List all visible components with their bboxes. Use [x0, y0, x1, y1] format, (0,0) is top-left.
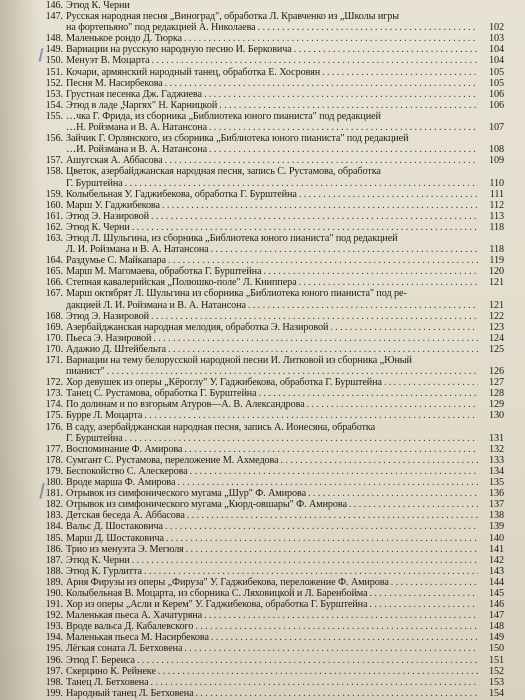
- leader-dots: [163, 78, 478, 89]
- entry-title: Колыбельная В. Моцарта, из сборника С. Ляховицкой и Л. Баренбойма: [66, 587, 368, 599]
- toc-entry: [38, 233, 504, 255]
- page-number: 137: [489, 499, 504, 511]
- toc-entry: [38, 632, 504, 643]
- page-number: 104: [489, 44, 504, 56]
- entry-number: 192.: [45, 610, 63, 622]
- page-number: 130: [489, 410, 504, 422]
- toc-entry: [38, 0, 504, 11]
- page-number: 118: [489, 244, 504, 256]
- leader-dots: [305, 399, 478, 410]
- entry-title: Л. И. Ройзмана и В. А. Натансона: [66, 244, 209, 256]
- page-number: 151: [489, 654, 504, 666]
- toc-entry: [38, 588, 504, 599]
- entry-title: Ария Фирузы из оперы „Фируза" У. Гаджибекова, переложение Ф. Амирова: [66, 576, 389, 588]
- page-number: 106: [489, 88, 504, 100]
- entry-title: Этюд в ладе „Чаргях" Н. Карницкой: [66, 99, 218, 111]
- leader-dots: [209, 244, 478, 255]
- toc-entry: [38, 200, 504, 211]
- entry-number: 151.: [45, 66, 63, 78]
- page-number: 143: [489, 565, 504, 577]
- page-number: 122: [489, 310, 504, 322]
- leader-dots: [130, 555, 478, 566]
- page-number: 153: [489, 676, 504, 688]
- entry-title: Этюд К. Черни: [66, 554, 130, 566]
- page-number: 136: [489, 488, 504, 500]
- entry-number: 191.: [45, 599, 63, 611]
- leader-dots: [347, 499, 478, 510]
- page-number: 120: [489, 266, 504, 278]
- page-number: 118: [489, 221, 504, 233]
- entry-title: Вроде вальса Д. Кабалевского: [66, 621, 194, 633]
- toc-entry: [38, 655, 504, 666]
- page-number: 126: [489, 366, 504, 378]
- toc-entry: [38, 521, 504, 532]
- leader-dots: [367, 599, 478, 610]
- leader-dots: [194, 688, 479, 699]
- entry-number: 184.: [45, 521, 63, 533]
- entry-title: Марш октябрят Л. Шульгина из сборника „Библиотека юного пианиста" под ре-: [66, 288, 407, 300]
- leader-dots: [328, 322, 478, 333]
- page-number: 150: [489, 643, 504, 655]
- toc-entry: [38, 466, 504, 477]
- entry-number: 156.: [45, 133, 63, 145]
- leader-dots: [149, 311, 478, 322]
- leader-dots: [188, 466, 478, 477]
- entry-number: 159.: [45, 188, 63, 200]
- entry-title: Этюд К. Черни: [66, 221, 130, 233]
- page-number: 103: [489, 33, 504, 45]
- leader-dots: [123, 178, 478, 189]
- leader-dots: [105, 366, 478, 377]
- leader-dots: [175, 477, 478, 488]
- entry-title: Г. Бурштейна: [66, 177, 123, 189]
- entry-title: Марш М. Магомаева, обработка Г. Бурштейна: [66, 266, 262, 278]
- page-number: 128: [489, 388, 504, 400]
- toc-entry: [38, 422, 504, 444]
- page-number: 154: [489, 687, 504, 699]
- page-number: 146: [489, 599, 504, 611]
- page-number: 132: [489, 443, 504, 455]
- toc-entry: [38, 510, 504, 521]
- leader-dots: [160, 200, 478, 211]
- entry-title: дакцией Л. И. Ройзмана и В. А. Натансона: [66, 299, 246, 311]
- entry-number: 170.: [45, 343, 63, 355]
- leader-dots: [185, 510, 478, 521]
- entry-number: 162.: [45, 221, 63, 233]
- entry-number: 169.: [45, 321, 63, 333]
- leader-dots: [297, 277, 478, 288]
- toc-entry: [38, 166, 504, 188]
- toc-entry: [38, 255, 504, 266]
- leader-dots: [382, 377, 478, 388]
- page-binding-shadow: [0, 0, 40, 700]
- entry-title: Азербайджанская народная мелодия, обработка Э. Назировой: [66, 321, 329, 333]
- leader-dots: [256, 22, 478, 33]
- page-number: 133: [489, 454, 504, 466]
- page-number: 135: [489, 477, 504, 489]
- toc-entry: [38, 11, 504, 33]
- entry-number: 154.: [45, 99, 63, 111]
- entry-title: …Н. Ройзмана и В. А. Натансона: [66, 122, 207, 134]
- entry-title: Менуэт В. Моцарта: [66, 55, 150, 67]
- toc-entry: [38, 133, 504, 155]
- toc-entry: [38, 78, 504, 89]
- entry-number: 166.: [45, 277, 63, 289]
- page-number: 139: [489, 521, 504, 533]
- entry-title: Песня М. Насирбекова: [66, 77, 163, 89]
- entry-title: Русская народная песня „Виноград", обработка Л. Кравченко из „Школы игры: [66, 11, 399, 23]
- toc-entry: [38, 322, 504, 333]
- entry-title: Скерцино К. Рейнеке: [66, 665, 156, 677]
- leader-dots: [306, 488, 478, 499]
- toc-entry: [38, 533, 504, 544]
- page-number: 121: [489, 277, 504, 289]
- entry-number: 149.: [45, 44, 63, 56]
- page-number: 107: [489, 122, 504, 134]
- entry-title: По долинам и по взгорьям Атуров—А. В. Александрова: [66, 399, 305, 411]
- page-number: 109: [489, 155, 504, 167]
- entry-number: 181.: [45, 488, 63, 500]
- page-number: 111: [489, 188, 504, 200]
- entry-title: Этюд Г. Береиса: [66, 654, 135, 666]
- toc-entry: [38, 277, 504, 288]
- toc-entry: [38, 344, 504, 355]
- leader-dots: [389, 577, 478, 588]
- page-number: 134: [489, 465, 504, 477]
- page-number: 152: [489, 665, 504, 677]
- page-number: 149: [489, 632, 504, 644]
- page-number: 112: [489, 199, 504, 211]
- leader-dots: [156, 666, 478, 677]
- entry-number: 194.: [45, 632, 63, 644]
- entry-number: 172.: [45, 377, 63, 389]
- toc-entry: [38, 566, 504, 577]
- entry-number: 158.: [45, 166, 63, 178]
- toc-entry: [38, 477, 504, 488]
- leader-dots: [142, 410, 478, 421]
- entry-number: 185.: [45, 532, 63, 544]
- entry-title: Отрывок из симфонического мугама „Кюрд-овшары" Ф. Амирова: [66, 499, 347, 511]
- toc-entry: [38, 499, 504, 510]
- leader-dots: [182, 444, 478, 455]
- entry-number: 167.: [45, 288, 63, 300]
- entry-title: Воспоминание Ф. Амирова: [66, 443, 183, 455]
- toc-entry: [38, 333, 504, 344]
- page-number: 144: [489, 576, 504, 588]
- entry-number: 178.: [45, 454, 63, 466]
- page-number: 124: [489, 332, 504, 344]
- entry-title: Цветок, азербайджанская народная песня, запись С. Рустамова, обработка: [66, 166, 381, 178]
- leader-dots: [151, 333, 478, 344]
- toc-entry: [38, 488, 504, 499]
- entry-number: 147.: [45, 11, 63, 23]
- entry-number: 198.: [45, 676, 63, 688]
- entry-title: Маленькое рондо Д. Тюрка: [66, 33, 182, 45]
- toc-entry: [38, 189, 504, 200]
- entry-number: 150.: [45, 55, 63, 67]
- entry-title: Отрывок из симфонического мугама „Шур" Ф. Амирова: [66, 488, 307, 500]
- entry-number: 187.: [45, 554, 63, 566]
- toc-entry: [38, 688, 504, 699]
- leader-dots: [202, 610, 478, 621]
- page-number: 131: [489, 432, 504, 444]
- page-number: 138: [489, 510, 504, 522]
- toc-entry: [38, 399, 504, 410]
- entry-number: 183.: [45, 510, 63, 522]
- toc-entry: [38, 44, 504, 55]
- leader-dots: [182, 643, 478, 654]
- toc-entry: [38, 555, 504, 566]
- entry-title: Г. Бурштейна: [66, 432, 123, 444]
- entry-title: Хор девушек из оперы „Кёроглу" У. Гаджибекова, обработка Г. Бурштейна: [66, 377, 382, 389]
- entry-number: 155.: [45, 110, 63, 122]
- toc-entry: [38, 155, 504, 166]
- toc-entry: [38, 211, 504, 222]
- page-number: 127: [489, 377, 504, 389]
- entry-number: 168.: [45, 310, 63, 322]
- leader-dots: [135, 655, 478, 666]
- entry-number: 165.: [45, 266, 63, 278]
- leader-dots: [149, 677, 478, 688]
- leader-dots: [217, 100, 478, 111]
- leader-dots: [123, 433, 478, 444]
- entry-title: Сумгант С. Рустамова, переложение М. Ахмедова: [66, 454, 279, 466]
- leader-dots: [149, 55, 478, 66]
- leader-dots: [207, 144, 478, 155]
- leader-dots: [368, 588, 479, 599]
- page-number: 106: [489, 99, 504, 111]
- table-of-contents: [38, 0, 504, 699]
- entry-number: 170.: [45, 332, 63, 344]
- leader-dots: [297, 189, 478, 200]
- page-number: 121: [489, 299, 504, 311]
- entry-title: Детская беседа А. Аббасова: [66, 510, 185, 522]
- page-number: 125: [489, 343, 504, 355]
- page-number: 105: [489, 77, 504, 89]
- page-number: 142: [489, 554, 504, 566]
- toc-entry: [38, 444, 504, 455]
- entry-number: 146.: [45, 0, 63, 11]
- toc-entry: [38, 621, 504, 632]
- entry-title: Маленькая пьеса А. Хачатуряна: [66, 610, 203, 622]
- toc-entry: [38, 410, 504, 421]
- page-number: 104: [489, 55, 504, 67]
- entry-number: 160.: [45, 199, 63, 211]
- entry-number: 199.: [45, 687, 63, 699]
- entry-title: Лёгкая соната Л. Бетховена: [66, 643, 183, 655]
- page-number: 141: [489, 543, 504, 555]
- leader-dots: [164, 533, 478, 544]
- page-number: 148: [489, 621, 504, 633]
- toc-entry: [38, 311, 504, 322]
- entry-number: 175.: [45, 410, 63, 422]
- page-number: 105: [489, 66, 504, 78]
- entry-number: 189.: [45, 576, 63, 588]
- entry-number: 182.: [45, 499, 63, 511]
- leader-dots: [202, 89, 478, 100]
- leader-dots: [193, 621, 478, 632]
- entry-title: Этюд Э. Назировой: [66, 310, 149, 322]
- entry-title: Народный танец Л. Бетховена: [66, 687, 194, 699]
- toc-entry: [38, 599, 504, 610]
- entry-title: Этюд К. Черни: [66, 0, 130, 11]
- toc-entry: [38, 388, 504, 399]
- entry-number: 173.: [45, 388, 63, 400]
- entry-title: на фортепьяно" под редакцией А. Николаева: [66, 22, 256, 34]
- entry-title: Марш У. Гаджибекова: [66, 199, 160, 211]
- leader-dots: [279, 455, 478, 466]
- entry-title: Этюд Э. Назировой: [66, 210, 149, 222]
- page-number: 129: [489, 399, 504, 411]
- toc-entry: [38, 666, 504, 677]
- leader-dots: [149, 211, 478, 222]
- entry-number: 195.: [45, 643, 63, 655]
- entry-title: Беспокойство С. Алескерова: [66, 465, 188, 477]
- entry-number: 161.: [45, 210, 63, 222]
- entry-number: 193.: [45, 621, 63, 633]
- leader-dots: [246, 300, 478, 311]
- entry-title: В саду, азербайджанская народная песня, запись А. Ионесяна, обработка: [66, 421, 376, 433]
- entry-title: Маленькая пьеса М. Насирбекова: [66, 632, 209, 644]
- entry-title: Кочари, армянский народный танец, обработка Е. Хосровян: [66, 66, 321, 78]
- leader-dots: [182, 33, 478, 44]
- entry-title: Марш Д. Шостаковича: [66, 532, 164, 544]
- entry-title: …чка Г. Фрида, из сборника „Библиотека юного пианиста" под редакцией: [66, 110, 381, 122]
- entry-title: …И. Ройзмана и В. А. Натансона: [66, 144, 207, 156]
- entry-title: Вариации на русскую народную песню И. Берковича: [66, 44, 292, 56]
- entry-number: 171.: [45, 355, 63, 366]
- page-number: 110: [489, 177, 504, 189]
- toc-entry: [38, 222, 504, 233]
- entry-number: 174.: [45, 399, 63, 411]
- entry-number: 153.: [45, 88, 63, 100]
- leader-dots: [130, 222, 478, 233]
- entry-title: пианист": [66, 366, 105, 378]
- entry-number: 186.: [45, 543, 63, 555]
- page-number: 123: [489, 321, 504, 333]
- toc-entry: [38, 610, 504, 621]
- page-number: 108: [489, 144, 504, 156]
- leader-dots: [166, 344, 478, 355]
- entry-title: Колыбельная У. Гаджибекова, обработка Г. Бурштейна: [66, 188, 297, 200]
- entry-number: 190.: [45, 587, 63, 599]
- page-number: 140: [489, 532, 504, 544]
- toc-entry: [38, 33, 504, 44]
- entry-title: Танец Л. Бетховена: [66, 676, 149, 688]
- entry-title: Ашугская А. Аббасова: [66, 155, 163, 167]
- leader-dots: [292, 44, 478, 55]
- leader-dots: [166, 255, 478, 266]
- leader-dots: [257, 388, 478, 399]
- entry-title: Раздумье С. Майкапара: [66, 255, 166, 267]
- entry-title: Вальс Д. Шостаковича: [66, 521, 163, 533]
- page-number: 147: [489, 610, 504, 622]
- entry-title: Хор из оперы „Асли и Керем" У. Гаджибекова, обработка Г. Бурштейна: [66, 599, 368, 611]
- entry-number: 176.: [45, 421, 63, 433]
- toc-entry: [38, 288, 504, 310]
- entry-number: 152.: [45, 77, 63, 89]
- entry-title: Этюд Л. Шульгина, из сборника „Библиотека юного пианиста" под редакцией: [66, 232, 398, 244]
- page-number: 113: [489, 210, 504, 222]
- toc-entry: [38, 455, 504, 466]
- toc-entry: [38, 377, 504, 388]
- entry-title: Этюд К. Гурлитта: [66, 565, 142, 577]
- entry-number: 177.: [45, 443, 63, 455]
- entry-number: 180.: [45, 477, 63, 489]
- entry-number: 196.: [45, 654, 63, 666]
- entry-number: 188.: [45, 565, 63, 577]
- entry-title: Грустная песенка Дж. Гаджиева: [66, 88, 202, 100]
- entry-title: Вариации на тему белорусской народной песни И. Литковой из сборника „Юный: [66, 355, 412, 366]
- toc-entry: [38, 677, 504, 688]
- entry-number: 157.: [45, 155, 63, 167]
- toc-entry: [38, 100, 504, 111]
- entry-title: Зайчик Г. Орлянского, из сборника „Библиотека юного пианиста" под редакцией: [66, 133, 409, 145]
- entry-number: 179.: [45, 465, 63, 477]
- toc-entry: [38, 577, 504, 588]
- entry-title: Степная кавалерийская „Полюшко-поле" Л. Книппера: [66, 277, 297, 289]
- leader-dots: [261, 266, 478, 277]
- leader-dots: [207, 122, 478, 133]
- page-number: 145: [489, 587, 504, 599]
- leader-dots: [184, 544, 478, 555]
- leader-dots: [163, 521, 478, 532]
- entry-number: 164.: [45, 255, 63, 267]
- entry-title: Танец С. Рустамова, обработка Г. Бурштейна: [66, 388, 257, 400]
- entry-title: Бурре Л. Моцарта: [66, 410, 143, 422]
- leader-dots: [142, 566, 478, 577]
- leader-dots: [320, 67, 478, 78]
- entry-title: Пьеса Э. Назировой: [66, 332, 152, 344]
- page-number: 102: [489, 22, 504, 34]
- entry-title: Вроде марша Ф. Амирова: [66, 477, 176, 489]
- toc-entry: [38, 266, 504, 277]
- toc-entry: [38, 355, 504, 377]
- entry-number: 163.: [45, 232, 63, 244]
- entry-title: Адажио Д. Штейбельта: [66, 343, 166, 355]
- toc-entry: [38, 67, 504, 78]
- toc-entry: [38, 89, 504, 100]
- entry-title: Трио из менуэта Э. Мегюля: [66, 543, 184, 555]
- page-number: 119: [489, 255, 504, 267]
- leader-dots: [209, 632, 478, 643]
- toc-entry: [38, 544, 504, 555]
- leader-dots: [163, 155, 478, 166]
- toc-entry: [38, 55, 504, 66]
- toc-entry: [38, 643, 504, 654]
- entry-number: 197.: [45, 665, 63, 677]
- toc-entry: [38, 111, 504, 133]
- entry-number: 148.: [45, 33, 63, 45]
